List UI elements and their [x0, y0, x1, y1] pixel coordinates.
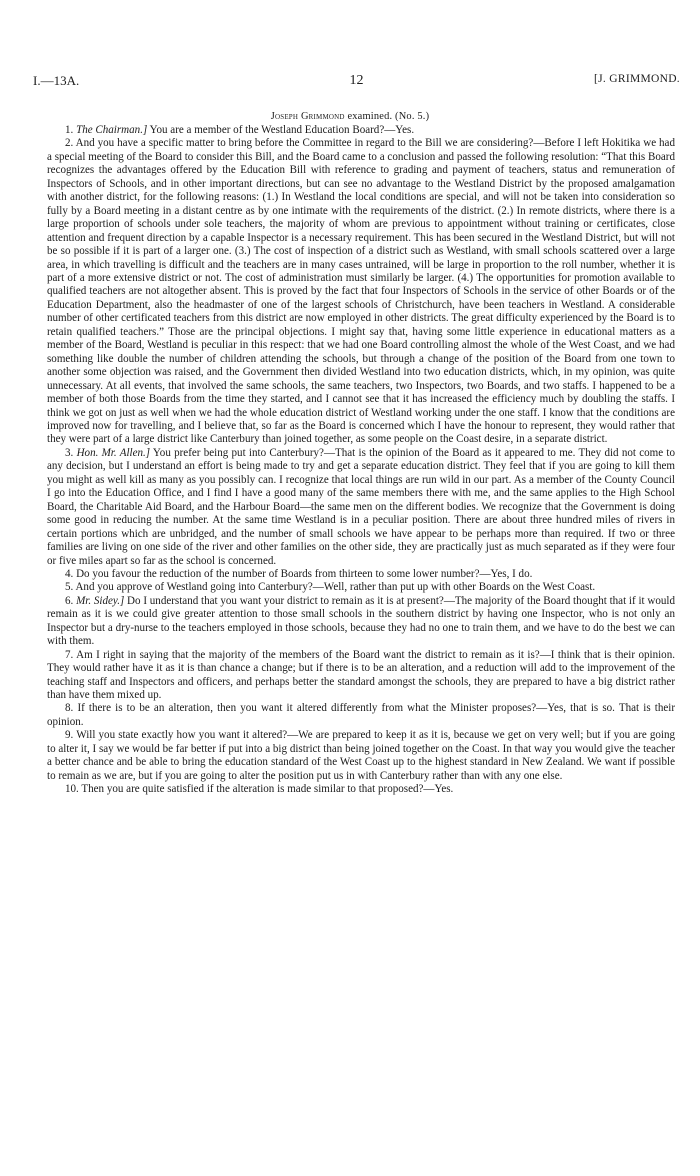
examination-heading: Joseph Grimmond examined. (No. 5.) — [270, 111, 430, 122]
question-answer-text: Will you state exactly how you want it altered?—We are prepared to keep it as it is, because we get on very well; but if you are going to alter it, I say we would be far better if put into a big district than being joined together on the Coast. In that way you would give the teacher a better chance and be able to bring the education standard of the West Coast up to the highest standard in New Zealand. We want if possible to remain as we are, but if you are going to alter the position put us in with Canterbury rather than with any one else. — [47, 729, 676, 782]
page-header — [33, 73, 680, 91]
question-answer-text: And you approve of Westland going into Canterbury?—Well, rather than put up with other Boards on the West Coast. — [75, 581, 596, 594]
testimony-paragraph — [47, 137, 675, 446]
question-number: 2. — [65, 137, 74, 150]
question-number: 10. — [65, 783, 79, 796]
testimony-paragraph — [47, 447, 675, 568]
testimony-paragraph — [47, 595, 675, 649]
question-answer-text: You prefer being put into Canterbury?—That is the opinion of the Board as it appeared to me. They did not come to any decision, but I understand an effort is being made to try and get a separate education district. They feel that if you are going to kill them you might as well kill as many as you possibly can. I recognize that local things are run wild in our part. As a member of the County Council I go into the Education Office, and I find I have a good many of the same members there with me, and the same applies to the High School Board, the Charitable Aid Board, and the Harbour Board—the same men on the different bodies. We recognize that the Government is doing some good in reducing the number. At the same time Westland is in a peculiar position. There are about three hundred miles of rivers in certain portions which are unbridged, and the number of small schools we have appear to be perhaps more than required. If two or three families are living on one side of the river and other families on the other side, they are practically just as much separated as if they were four or five miles apart so far as the school is concerned. — [47, 446, 675, 567]
question-answer-text: Do you favour the reduction of the number of Boards from thirteen to some lower number?—Yes, I do. — [76, 567, 533, 580]
speaker-name: Hon. Mr. Allen.] — [76, 446, 151, 459]
testimony-body — [47, 124, 675, 797]
question-answer-text: If there is to be an alteration, then you want it altered differently from what the Minister proposes?—Yes, that is so. That is their opinion. — [47, 702, 675, 728]
question-number: 7. — [65, 648, 74, 661]
testimony-paragraph — [47, 568, 675, 581]
paper-reference: I.—13A. — [33, 73, 80, 88]
question-answer-text: And you have a specific matter to bring before the Committee in regard to the Bill we are considering?—Before I left Hokitika we had a special meeting of the Board to consider this Bill, and the Board came to a conclusion and passed the following resolution: “That this Board recognizes the advantages offered by the Education Bill with reference to grading and payment of teachers, status and remuneration of Inspectors of Schools, and in other important directions, but can see no advantage to the Westland District by the proposed amalgamation with another district, for the following reasons: (1.) In Westland the local conditions are special, and will not be taken into consideration so fully by a Board meeting in a distant centre as by one intimate with the requirements of the district. (2.) In remote districts, where there is a large proportion of schools under sole teachers, the majority of whom are previous to appointment without training or certificates, close attention and frequent direction by a capable Inspector is a necessary requirement. This has been secured in the Westland District, but will not be so possible if it is part of a larger one. (3.) The cost of inspection of a district such as Westland, with small schools scattered over a large area, in which travelling is difficult and the teachers are in many cases untrained, will be large in proportion to the roll number, whether it is part of a more extensive district or not. The cost of administration must similarly be larger. (4.) The opportunities for promotion available to qualified teachers are not altogether absent. This is proved by the fact that four Inspectors of Schools in the service of other Boards or of the Education Department, also the headmaster of one of the largest schools of Christchurch, have been teachers in Westland. A considerable number of other certificated teachers from this district are now employed in other districts. The great difficulty experienced by the Board is to retain qualified teachers.” Those are the principal objections. I might say that, having some little experience in educational matters as a member of the Board, Westland is peculiar in this respect: that we had one Board controlling almost the whole of the West Coast, and we had something like double the number of children attending the schools, but through a change of the position of the Board from one town to another some objection was raised, and the Government then divided Westland into two education districts, which, in my opinion, was quite unnecessary. At all events, that involved the same schools, the same teachers, two Inspectors, two Boards, and two staffs. I happened to be a member of both those Boards from the time they started, and I cannot see that it has increased the efficiency much by doubling the staffs. I think we got on just as well when we had the whole education district of Westland working under the one staff. I know that the conditions are improved now for travelling, and I believe that, so far as the Board is concerned which I have the honour to represent, they would rather that they were part of a large district like Canterbury than joined together, as some people on the Coast desire, in a separate district. — [47, 137, 675, 446]
testimony-paragraph — [47, 649, 675, 703]
question-answer-text: Then you are quite satisfied if the alteration is made similar to that proposed?—Yes. — [81, 783, 454, 796]
question-answer-text: Am I right in saying that the majority of the members of the Board want the district to remain as it is?—I think that is their opinion. They would rather have it as it is than chance a change; but if there is to be an alteration, and a reduction will add to the improvement of the teaching staff and Inspectors and officers, and perhaps better the standard amongst the schools, they are prepared to have a big district rather than have them mixed up. — [47, 648, 675, 702]
testimony-paragraph — [47, 783, 675, 796]
page-number: 12 — [349, 73, 364, 88]
speaker-name: Mr. Sidey.] — [76, 594, 125, 607]
testimony-paragraph — [47, 702, 675, 729]
question-number: 8. — [65, 702, 74, 715]
witness-name-header: [J. GRIMMOND. — [593, 73, 680, 85]
testimony-paragraph — [47, 124, 675, 137]
question-answer-text: Do I understand that you want your district to remain as it is at present?—The majority of the Board thought that if it would remain as it is we could give greater attention to those small schools in the southern district by having one Inspector, who is not only an Inspector but a dry-nurse to the teachers employed in those schools, because they had no one to train them, and we have to do the best we can with them. — [47, 594, 675, 648]
question-number: 1. — [65, 124, 74, 136]
question-number: 5. — [65, 581, 74, 594]
testimony-paragraph — [47, 581, 675, 594]
question-number: 4. — [65, 567, 74, 580]
question-number: 6. — [65, 594, 74, 607]
question-answer-text: You are a member of the Westland Education Board?—Yes. — [147, 124, 415, 136]
speaker-name: The Chairman.] — [76, 124, 148, 136]
question-number: 3. — [65, 446, 74, 459]
testimony-paragraph — [47, 729, 675, 783]
question-number: 9. — [65, 729, 74, 742]
